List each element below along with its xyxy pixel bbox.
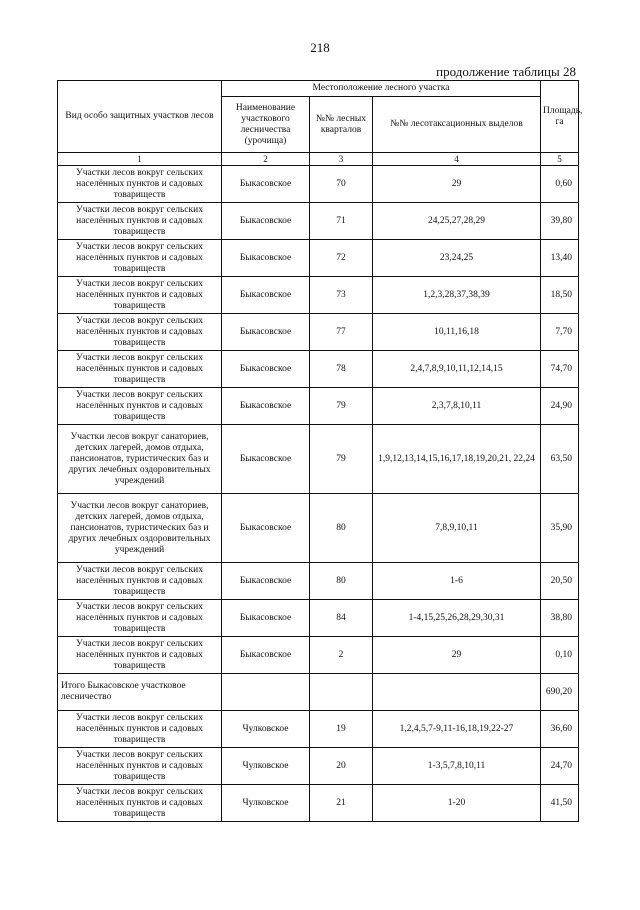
cell-area: 0,60 (541, 166, 579, 203)
cell-quarter: 84 (310, 600, 373, 637)
cell-forestry (222, 674, 310, 711)
table-row (58, 494, 579, 563)
cell-quarter: 77 (310, 314, 373, 351)
cell-quarter: 79 (310, 388, 373, 425)
cell-allotments: 2,3,7,8,10,11 (373, 388, 541, 425)
cell-allotments: 29 (373, 166, 541, 203)
cell-forestry: Быкасовское (222, 637, 310, 674)
table-row (58, 277, 579, 314)
cell-area: 24,70 (541, 748, 579, 785)
cell-type: Участки лесов вокруг санаториев, детских лагерей, домов отдыха, пансионатов, туристических баз и других лечебных оздоровительных учреждений (58, 425, 222, 494)
cell-forestry: Быкасовское (222, 314, 310, 351)
cell-area: 7,70 (541, 314, 579, 351)
cell-type: Участки лесов вокруг сельских населённых пунктов и садовых товариществ (58, 203, 222, 240)
cell-area: 39,80 (541, 203, 579, 240)
table-body (58, 166, 579, 822)
header-allotments: №№ лесотаксационных выделов (373, 97, 541, 153)
cell-quarter: 71 (310, 203, 373, 240)
cell-forestry: Быкасовское (222, 600, 310, 637)
cell-quarter: 72 (310, 240, 373, 277)
cell-type: Участки лесов вокруг сельских населённых пунктов и садовых товариществ (58, 277, 222, 314)
cell-area: 63,50 (541, 425, 579, 494)
cell-forestry: Быкасовское (222, 277, 310, 314)
cell-forestry: Быкасовское (222, 351, 310, 388)
cell-type: Участки лесов вокруг сельских населённых пунктов и садовых товариществ (58, 314, 222, 351)
cell-forestry: Чулковское (222, 711, 310, 748)
cell-quarter: 79 (310, 425, 373, 494)
cell-forestry: Чулковское (222, 748, 310, 785)
cell-type: Участки лесов вокруг сельских населённых пунктов и садовых товариществ (58, 600, 222, 637)
cell-quarter: 80 (310, 563, 373, 600)
cell-allotments: 1-6 (373, 563, 541, 600)
table-continuation-label: продолжение таблицы 28 (436, 64, 576, 79)
cell-quarter: 2 (310, 637, 373, 674)
table-row (58, 388, 579, 425)
cell-type: Участки лесов вокруг сельских населённых пунктов и садовых товариществ (58, 563, 222, 600)
cell-allotments: 23,24,25 (373, 240, 541, 277)
column-number-row (58, 153, 579, 166)
page-number: 218 (310, 40, 330, 55)
cell-type: Участки лесов вокруг сельских населённых пунктов и садовых товариществ (58, 240, 222, 277)
table-row (58, 425, 579, 494)
cell-quarter: 80 (310, 494, 373, 563)
cell-area: 24,90 (541, 388, 579, 425)
cell-allotments: 2,4,7,8,9,10,11,12,14,15 (373, 351, 541, 388)
cell-type: Участки лесов вокруг сельских населённых пунктов и садовых товариществ (58, 388, 222, 425)
cell-area: 20,50 (541, 563, 579, 600)
header-location-group: Местоположение лесного участка (222, 81, 541, 97)
cell-type: Участки лесов вокруг сельских населённых пунктов и садовых товариществ (58, 166, 222, 203)
cell-allotments: 24,25,27,28,29 (373, 203, 541, 240)
cell-area: 41,50 (541, 785, 579, 822)
header-quarters: №№ лесных кварталов (310, 97, 373, 153)
cell-area: 74,70 (541, 351, 579, 388)
cell-area: 690,20 (541, 674, 579, 711)
cell-type: Участки лесов вокруг сельских населённых пунктов и садовых товариществ (58, 785, 222, 822)
header-type: Вид особо защитных участков лесов (58, 81, 222, 153)
cell-allotments: 1,9,12,13,14,15,16,17,18,19,20,21, 22,24 (373, 425, 541, 494)
cell-forestry: Быкасовское (222, 203, 310, 240)
cell-quarter (310, 674, 373, 711)
cell-type: Участки лесов вокруг сельских населённых пунктов и садовых товариществ (58, 711, 222, 748)
protected-forest-table (57, 80, 583, 822)
table-row (58, 748, 579, 785)
column-number: 1 (58, 153, 222, 166)
cell-forestry: Быкасовское (222, 388, 310, 425)
cell-allotments: 7,8,9,10,11 (373, 494, 541, 563)
table-row (58, 600, 579, 637)
cell-quarter: 70 (310, 166, 373, 203)
cell-forestry: Быкасовское (222, 563, 310, 600)
cell-forestry: Чулковское (222, 785, 310, 822)
table-row (58, 785, 579, 822)
cell-forestry: Быкасовское (222, 240, 310, 277)
cell-area: 38,80 (541, 600, 579, 637)
cell-allotments (373, 674, 541, 711)
cell-area: 36,60 (541, 711, 579, 748)
table-row (58, 166, 579, 203)
table-row (58, 711, 579, 748)
header-forestry: Наименование участкового лесничества (урочища) (222, 97, 310, 153)
cell-allotments: 1-3,5,7,8,10,11 (373, 748, 541, 785)
table-row (58, 203, 579, 240)
cell-quarter: 78 (310, 351, 373, 388)
cell-allotments: 1,2,3,28,37,38,39 (373, 277, 541, 314)
cell-area: 0,10 (541, 637, 579, 674)
cell-allotments: 1-4,15,25,26,28,29,30,31 (373, 600, 541, 637)
cell-quarter: 20 (310, 748, 373, 785)
table-total-row (58, 674, 579, 711)
cell-type: Итого Быкасовское участковое лесничество (58, 674, 222, 711)
cell-forestry: Быкасовское (222, 166, 310, 203)
table-row (58, 351, 579, 388)
cell-quarter: 19 (310, 711, 373, 748)
cell-quarter: 73 (310, 277, 373, 314)
cell-quarter: 21 (310, 785, 373, 822)
table-row (58, 240, 579, 277)
table-row (58, 563, 579, 600)
column-number: 4 (373, 153, 541, 166)
column-number: 5 (541, 153, 579, 166)
cell-allotments: 10,11,16,18 (373, 314, 541, 351)
cell-allotments: 1,2,4,5,7-9,11-16,18,19,22-27 (373, 711, 541, 748)
column-number: 2 (222, 153, 310, 166)
table-header (58, 81, 583, 166)
table-row (58, 637, 579, 674)
cell-area: 35,90 (541, 494, 579, 563)
cell-allotments: 29 (373, 637, 541, 674)
column-number: 3 (310, 153, 373, 166)
cell-type: Участки лесов вокруг сельских населённых пунктов и садовых товариществ (58, 351, 222, 388)
cell-area: 13,40 (541, 240, 579, 277)
cell-type: Участки лесов вокруг сельских населённых пунктов и садовых товариществ (58, 637, 222, 674)
table-row (58, 314, 579, 351)
cell-forestry: Быкасовское (222, 494, 310, 563)
cell-type: Участки лесов вокруг сельских населённых пунктов и садовых товариществ (58, 748, 222, 785)
cell-type: Участки лесов вокруг санаториев, детских лагерей, домов отдыха, пансионатов, туристических баз и других лечебных оздоровительных учреждений (58, 494, 222, 563)
cell-allotments: 1-20 (373, 785, 541, 822)
header-area: Площадь, га (541, 81, 579, 153)
cell-area: 18,50 (541, 277, 579, 314)
cell-forestry: Быкасовское (222, 425, 310, 494)
